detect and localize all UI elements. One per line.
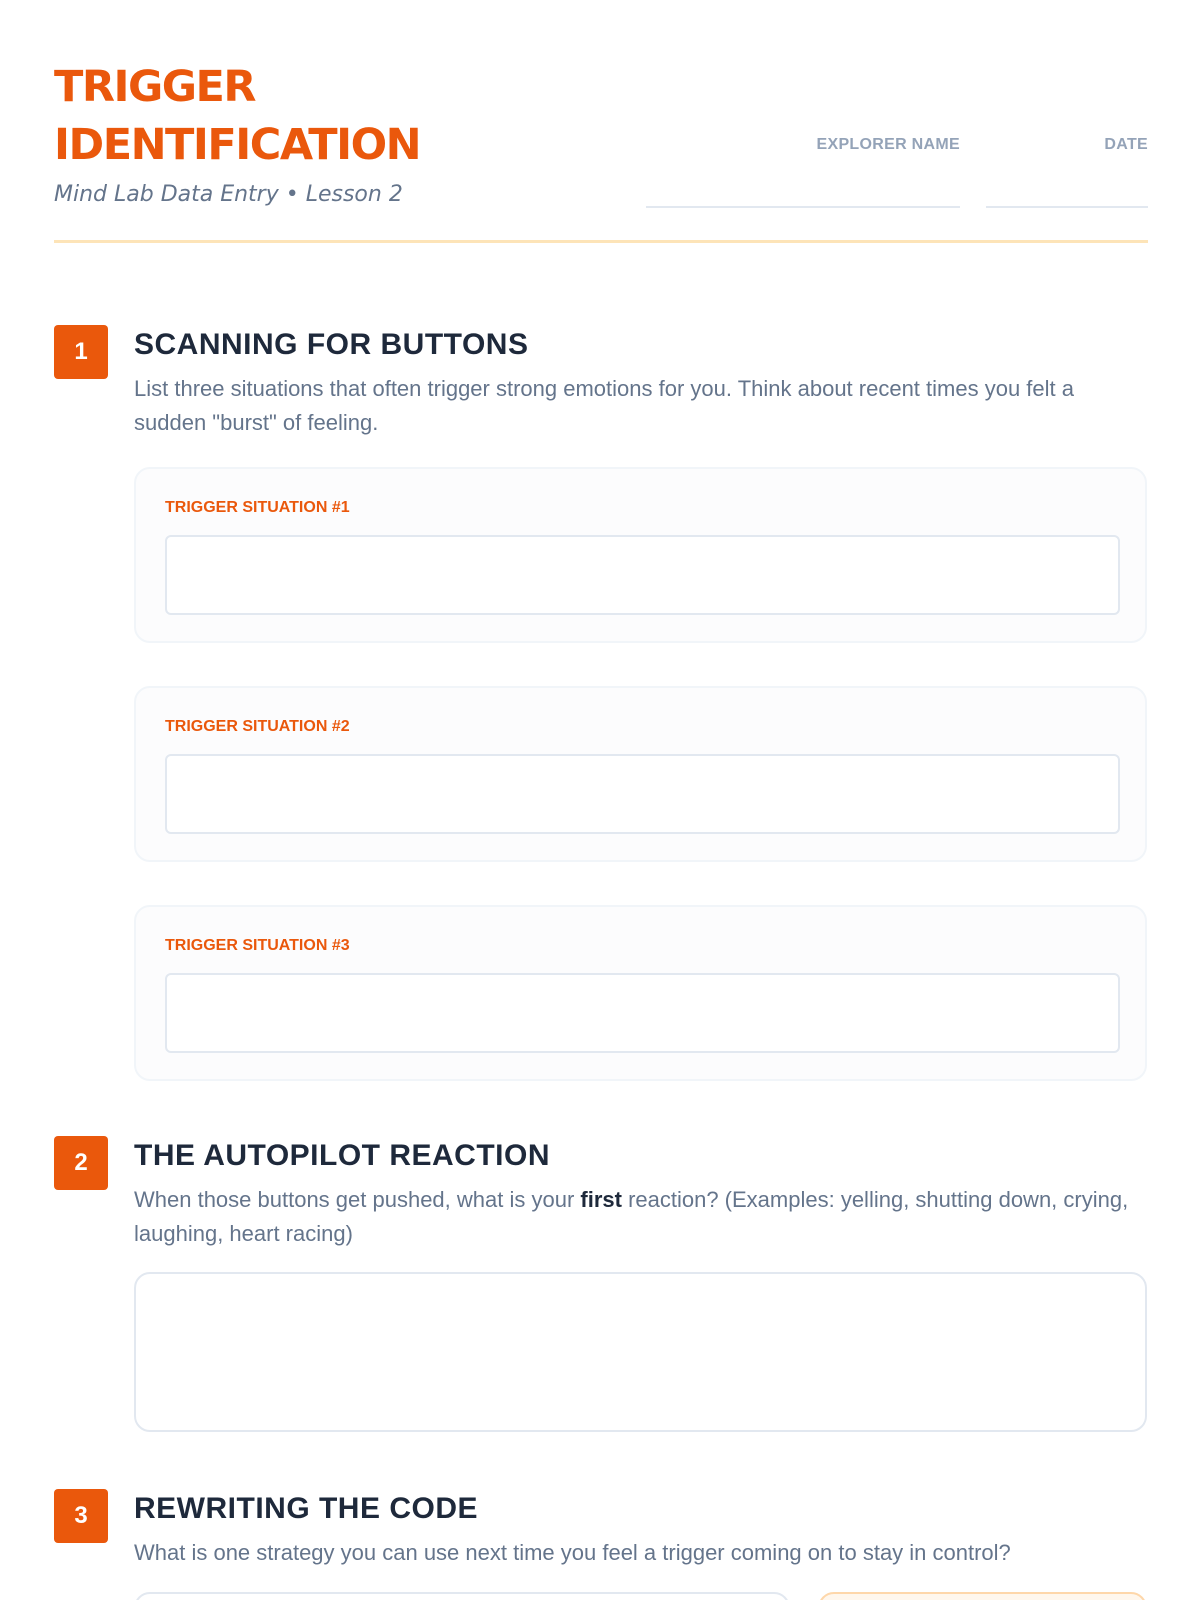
section-2-desc-end: reaction? (Examples: yelling, shutting down, crying, laughing, heart racing) — [134, 1187, 1129, 1246]
step-badge-3: 3 — [54, 1489, 108, 1543]
date-line[interactable] — [986, 206, 1148, 208]
worksheet-title-line1: TRIGGER — [54, 62, 256, 112]
section-1-title: SCANNING FOR BUTTONS — [134, 328, 529, 361]
explorer-name-field[interactable] — [646, 136, 960, 208]
strategy-input[interactable] — [134, 1592, 790, 1600]
explorer-name-line[interactable] — [646, 206, 960, 208]
trigger-card-2-label: TRIGGER SITUATION #2 — [165, 718, 350, 735]
worksheet-title-line2: IDENTIFICATION — [54, 120, 421, 170]
section-2-desc-emphasis: first — [580, 1187, 622, 1212]
explorer-name-label: EXPLORER NAME — [816, 136, 960, 153]
worksheet-subtitle: Mind Lab Data Entry • Lesson 2 — [54, 182, 403, 207]
step-badge-2: 2 — [54, 1136, 108, 1190]
header-divider — [54, 240, 1148, 243]
trigger-card-2 — [134, 686, 1147, 862]
trigger-situation-2-input[interactable] — [165, 754, 1120, 834]
date-label: DATE — [1104, 136, 1148, 153]
step-badge-1: 1 — [54, 325, 108, 379]
section-2-description — [134, 1183, 1144, 1251]
section-2-desc-start: When those buttons get pushed, what is your — [134, 1187, 581, 1212]
section-3-title: REWRITING THE CODE — [134, 1492, 478, 1525]
section-1-description: List three situations that often trigger strong emotions for you. Think about recent times you felt a sudden "burst" of feeling. — [134, 376, 1074, 435]
autopilot-reaction-textarea[interactable] — [134, 1272, 1147, 1432]
trigger-card-3-label: TRIGGER SITUATION #3 — [165, 937, 350, 954]
trigger-situation-3-input[interactable] — [165, 973, 1120, 1053]
section-2-title: THE AUTOPILOT REACTION — [134, 1139, 550, 1172]
trigger-card-1 — [134, 467, 1147, 643]
trigger-situation-1-input[interactable] — [165, 535, 1120, 615]
trigger-card-1-label: TRIGGER SITUATION #1 — [165, 499, 350, 516]
strategy-side-card — [818, 1592, 1147, 1600]
section-3-description: What is one strategy you can use next time you feel a trigger coming on to stay in control? — [134, 1540, 1011, 1565]
date-field[interactable] — [986, 136, 1148, 208]
worksheet-header — [54, 58, 1148, 244]
trigger-card-3 — [134, 905, 1147, 1081]
